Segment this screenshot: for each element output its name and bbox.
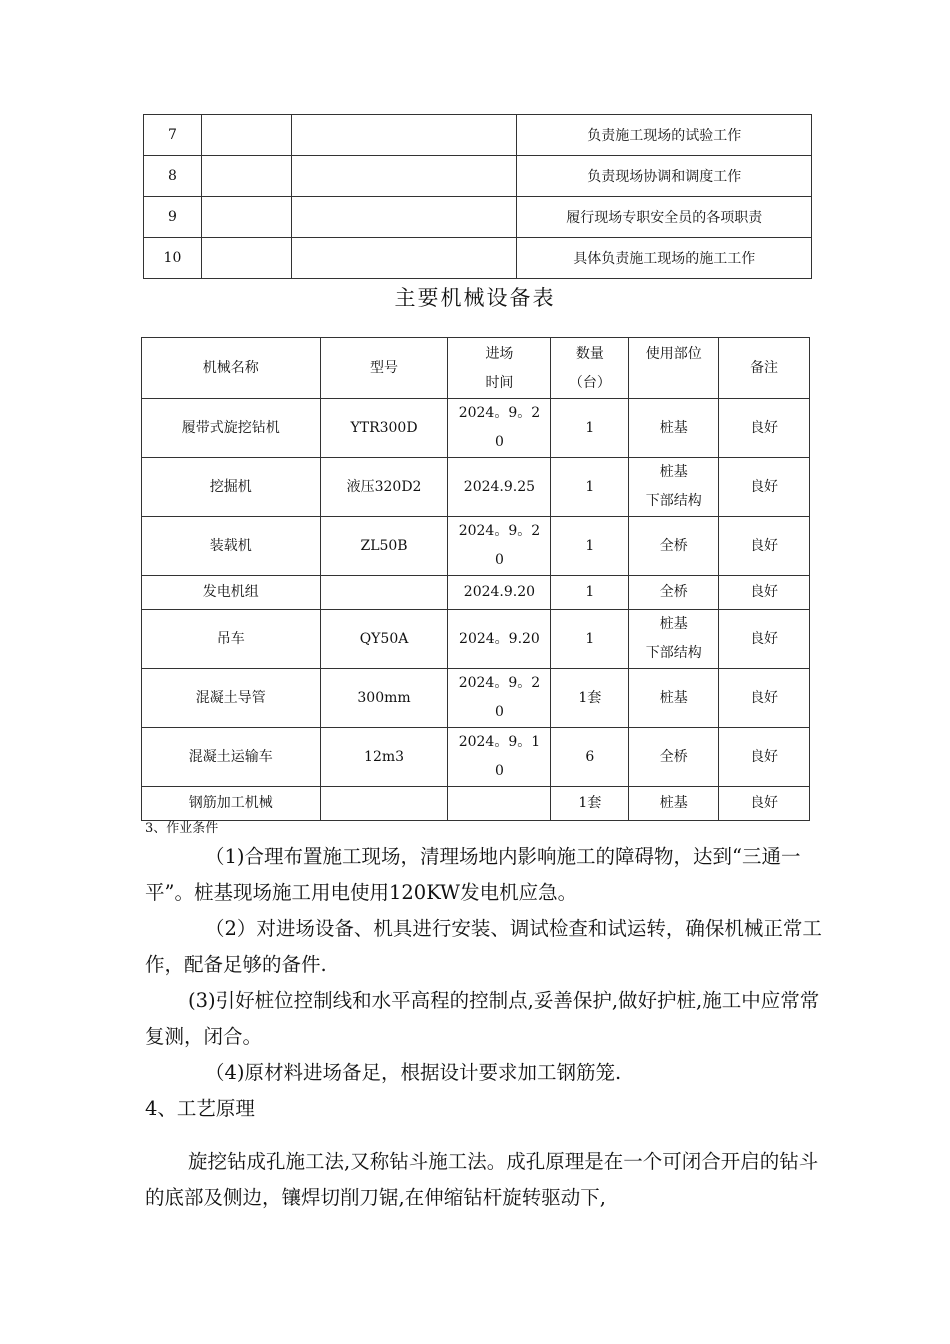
staff-cell-empty — [291, 156, 517, 197]
equipment-note: 良好 — [719, 517, 810, 576]
equipment-qty: 1套 — [551, 787, 629, 821]
staff-no: 7 — [144, 115, 202, 156]
equipment-usage: 桩基 — [629, 669, 719, 728]
equipment-name: 钢筋加工机械 — [142, 787, 321, 821]
equipment-name: 履带式旋挖钻机 — [142, 399, 321, 458]
equipment-qty: 1 — [551, 610, 629, 669]
equipment-row — [142, 399, 810, 458]
equipment-header-row — [142, 338, 810, 399]
equipment-model: ZL50B — [320, 517, 448, 576]
equipment-usage: 全桥 — [629, 576, 719, 610]
equipment-name: 装载机 — [142, 517, 321, 576]
equipment-qty: 1套 — [551, 669, 629, 728]
equipment-date: 2024。9。10 — [448, 728, 551, 787]
equipment-model: 12m3 — [320, 728, 448, 787]
header-model: 型号 — [320, 338, 448, 399]
section-3-paragraph-3: (3)引好桩位控制线和水平高程的控制点,妥善保护,做好护桩,施工中应常常复测，闭合。 — [145, 989, 820, 1048]
equipment-note: 良好 — [719, 610, 810, 669]
equipment-qty: 1 — [551, 517, 629, 576]
section-3-paragraph-1: （1)合理布置施工现场，清理场地内影响施工的障碍物，达到“三通一平”。桩基现场施工用电使用120KW发电机应急。 — [145, 845, 801, 904]
equipment-date — [448, 787, 551, 821]
equipment-row — [142, 787, 810, 821]
header-usage: 使用部位 — [629, 338, 719, 399]
equipment-date: 2024。9.20 — [448, 610, 551, 669]
staff-duty: 负责施工现场的试验工作 — [517, 115, 812, 156]
equipment-table-title: 主要机械设备表 — [394, 286, 556, 310]
section-3-paragraph-2: （2）对进场设备、机具进行安装、调试检查和试运转，确保机械正常工作，配备足够的备件. — [145, 917, 822, 976]
equipment-date: 2024。9。20 — [448, 669, 551, 728]
equipment-name: 挖掘机 — [142, 458, 321, 517]
staff-no: 9 — [144, 197, 202, 238]
equipment-qty: 6 — [551, 728, 629, 787]
equipment-model: 液压320D2 — [320, 458, 448, 517]
section-4-heading: 4、工艺原理 — [145, 1097, 255, 1120]
staff-no: 10 — [144, 238, 202, 279]
equipment-note: 良好 — [719, 399, 810, 458]
equipment-model — [320, 787, 448, 821]
staff-cell-empty — [291, 115, 517, 156]
equipment-date: 2024.9.25 — [448, 458, 551, 517]
equipment-row — [142, 669, 810, 728]
equipment-name: 混凝土运输车 — [142, 728, 321, 787]
equipment-note: 良好 — [719, 787, 810, 821]
equipment-note: 良好 — [719, 576, 810, 610]
equipment-date: 2024。9。20 — [448, 399, 551, 458]
equipment-table — [141, 337, 810, 821]
staff-row — [144, 156, 812, 197]
equipment-usage: 桩基 下部结构 — [629, 610, 719, 669]
staff-cell-empty — [201, 156, 291, 197]
equipment-model: YTR300D — [320, 399, 448, 458]
staff-row — [144, 197, 812, 238]
staff-duty: 履行现场专职安全员的各项职责 — [517, 197, 812, 238]
staff-cell-empty — [201, 238, 291, 279]
equipment-name: 混凝土导管 — [142, 669, 321, 728]
staff-cell-empty — [201, 197, 291, 238]
header-qty: 数量 （台） — [551, 338, 629, 399]
equipment-row — [142, 728, 810, 787]
equipment-date: 2024。9。20 — [448, 517, 551, 576]
equipment-row — [142, 610, 810, 669]
header-name: 机械名称 — [142, 338, 321, 399]
staff-cell-empty — [291, 197, 517, 238]
equipment-row — [142, 458, 810, 517]
header-date: 进场 时间 — [448, 338, 551, 399]
equipment-qty: 1 — [551, 576, 629, 610]
staff-cell-empty — [201, 115, 291, 156]
section-3-heading: 3、作业条件 — [145, 821, 219, 836]
equipment-qty: 1 — [551, 458, 629, 517]
staff-cell-empty — [291, 238, 517, 279]
equipment-note: 良好 — [719, 728, 810, 787]
section-4-paragraph-1: 旋挖钻成孔施工法,又称钻斗施工法。成孔原理是在一个可闭合开启的钻斗的底部及侧边，镶焊切削刀锯,在伸缩钻杆旋转驱动下, — [145, 1150, 819, 1209]
equipment-note: 良好 — [719, 458, 810, 517]
section-3-paragraph-4: （4)原材料进场备足，根据设计要求加工钢筋笼. — [205, 1061, 622, 1084]
staff-duty: 具体负责施工现场的施工工作 — [517, 238, 812, 279]
equipment-name: 发电机组 — [142, 576, 321, 610]
equipment-usage: 桩基 — [629, 399, 719, 458]
equipment-date: 2024.9.20 — [448, 576, 551, 610]
staff-duty-table — [143, 114, 812, 279]
staff-duty: 负责现场协调和调度工作 — [517, 156, 812, 197]
staff-row — [144, 238, 812, 279]
equipment-row — [142, 576, 810, 610]
staff-no: 8 — [144, 156, 202, 197]
equipment-usage: 全桥 — [629, 517, 719, 576]
equipment-usage: 桩基 — [629, 787, 719, 821]
equipment-note: 良好 — [719, 669, 810, 728]
equipment-row — [142, 517, 810, 576]
equipment-name: 吊车 — [142, 610, 321, 669]
equipment-qty: 1 — [551, 399, 629, 458]
equipment-model: QY50A — [320, 610, 448, 669]
equipment-usage: 桩基 下部结构 — [629, 458, 719, 517]
equipment-model — [320, 576, 448, 610]
staff-row — [144, 115, 812, 156]
header-note: 备注 — [719, 338, 810, 399]
equipment-usage: 全桥 — [629, 728, 719, 787]
equipment-model: 300mm — [320, 669, 448, 728]
